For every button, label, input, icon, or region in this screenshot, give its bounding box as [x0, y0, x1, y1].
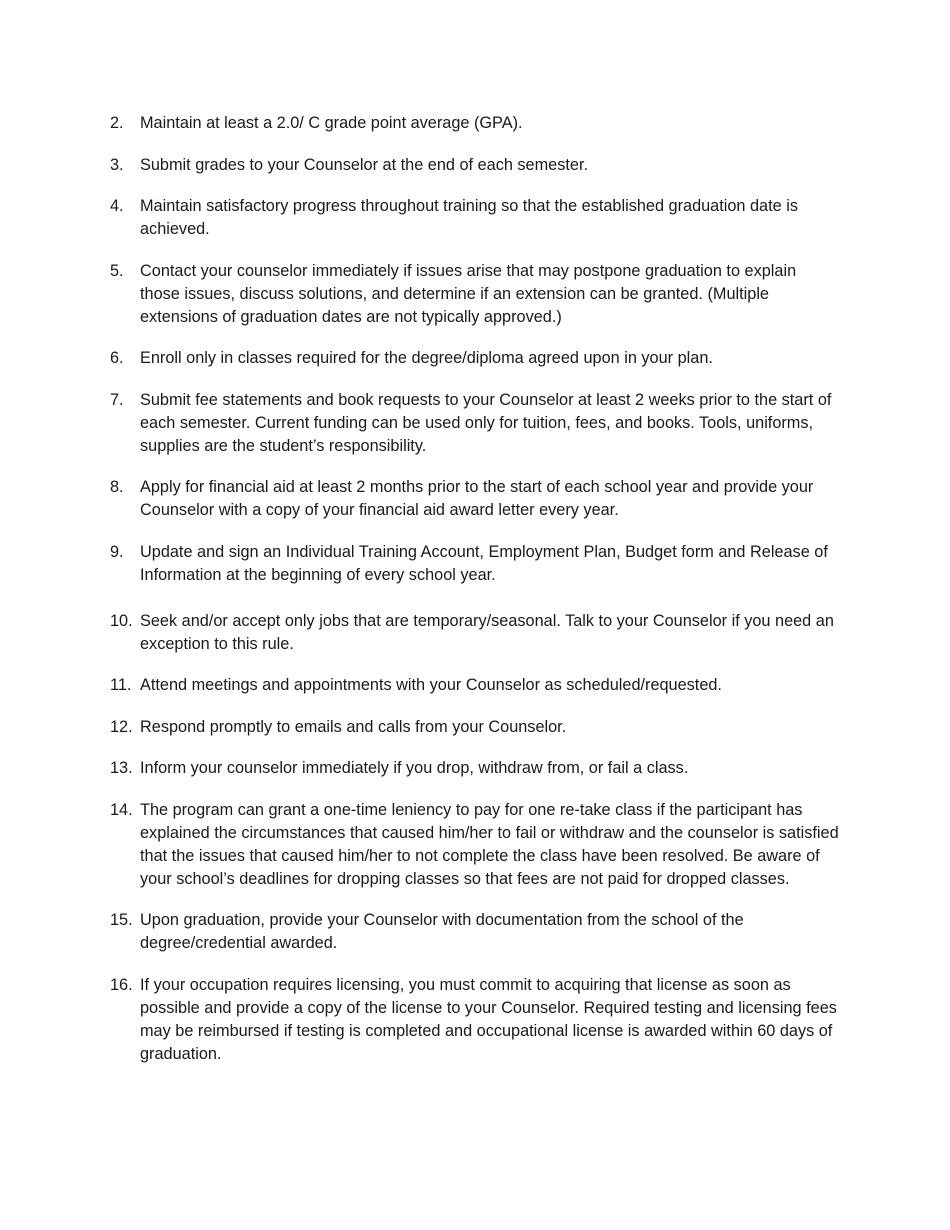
list-item [110, 476, 840, 522]
item-number: 3. [110, 155, 124, 174]
item-text: Submit grades to your Counselor at the end of each semester. [140, 155, 588, 174]
item-text: Seek and/or accept only jobs that are temporary/seasonal. Talk to your Counselor if you need an exception to this rule. [140, 611, 834, 653]
list-item [110, 389, 840, 458]
item-text: Enroll only in classes required for the degree/diploma agreed upon in your plan. [140, 349, 713, 367]
item-number: 6. [110, 349, 124, 367]
item-text: Respond promptly to emails and calls from your Counselor. [140, 717, 567, 736]
list-item [110, 154, 840, 177]
item-number: 7. [110, 390, 124, 409]
item-number: 9. [110, 542, 124, 561]
item-text: Maintain at least a 2.0/ C grade point average (GPA). [140, 114, 523, 132]
item-number: 12. [110, 717, 133, 736]
item-text: If your occupation requires licensing, you must commit to acquiring that license as soon as possible and provide a copy of the license to your Counselor. Required testing and licensing fees may be reimbursed if testing is completed and occupational license is awarded within 60 days of graduation. [140, 975, 837, 1063]
item-number: 11. [110, 676, 132, 694]
list-item [110, 974, 840, 1066]
item-number: 13. [110, 759, 133, 777]
list-item [110, 716, 840, 739]
item-number: 14. [110, 800, 133, 819]
item-number: 16. [110, 975, 133, 994]
list-item [110, 112, 840, 135]
item-text: Update and sign an Individual Training Account, Employment Plan, Budget form and Release of Information at the beginning of every school year. [140, 542, 828, 584]
item-text: Maintain satisfactory progress throughout training so that the established graduation date is achieved. [140, 197, 798, 238]
item-number: 10. [110, 611, 133, 630]
requirements-list [110, 112, 840, 1084]
list-item [110, 610, 840, 656]
item-text: Upon graduation, provide your Counselor with documentation from the school of the degree/credential awarded. [140, 911, 744, 952]
item-number: 5. [110, 261, 124, 280]
item-number: 8. [110, 478, 124, 496]
item-number: 15. [110, 911, 133, 929]
item-number: 4. [110, 197, 124, 215]
list-item [110, 195, 840, 241]
list-item [110, 757, 840, 780]
item-number: 2. [110, 114, 124, 132]
item-text: Apply for financial aid at least 2 months prior to the start of each school year and provide your Counselor with a copy of your financial aid award letter every year. [140, 478, 814, 519]
list-item [110, 260, 840, 329]
item-text: The program can grant a one-time leniency to pay for one re-take class if the participant has explained the circumstances that caused him/her to fail or withdraw and the counselor is satisfied that the issues that caused him/her to not complete the class have been resolved. Be aware of your school’s deadlines for dropping classes so that fees are not paid for dropped classes. [140, 800, 839, 888]
list-item [110, 909, 840, 955]
item-text: Contact your counselor immediately if issues arise that may postpone graduation to explain those issues, discuss solutions, and determine if an extension can be granted. (Multiple extensions of graduation dates are not typically approved.) [140, 261, 797, 326]
item-text: Attend meetings and appointments with your Counselor as scheduled/requested. [140, 676, 722, 694]
list-item [110, 799, 840, 891]
list-item [110, 541, 840, 587]
list-item [110, 674, 840, 697]
item-text: Submit fee statements and book requests to your Counselor at least 2 weeks prior to the start of each semester. Current funding can be used only for tuition, fees, and books. Tools, uniforms, supplies are the student’s responsibility. [140, 390, 832, 455]
item-text: Inform your counselor immediately if you drop, withdraw from, or fail a class. [140, 759, 689, 777]
list-item [110, 347, 840, 370]
